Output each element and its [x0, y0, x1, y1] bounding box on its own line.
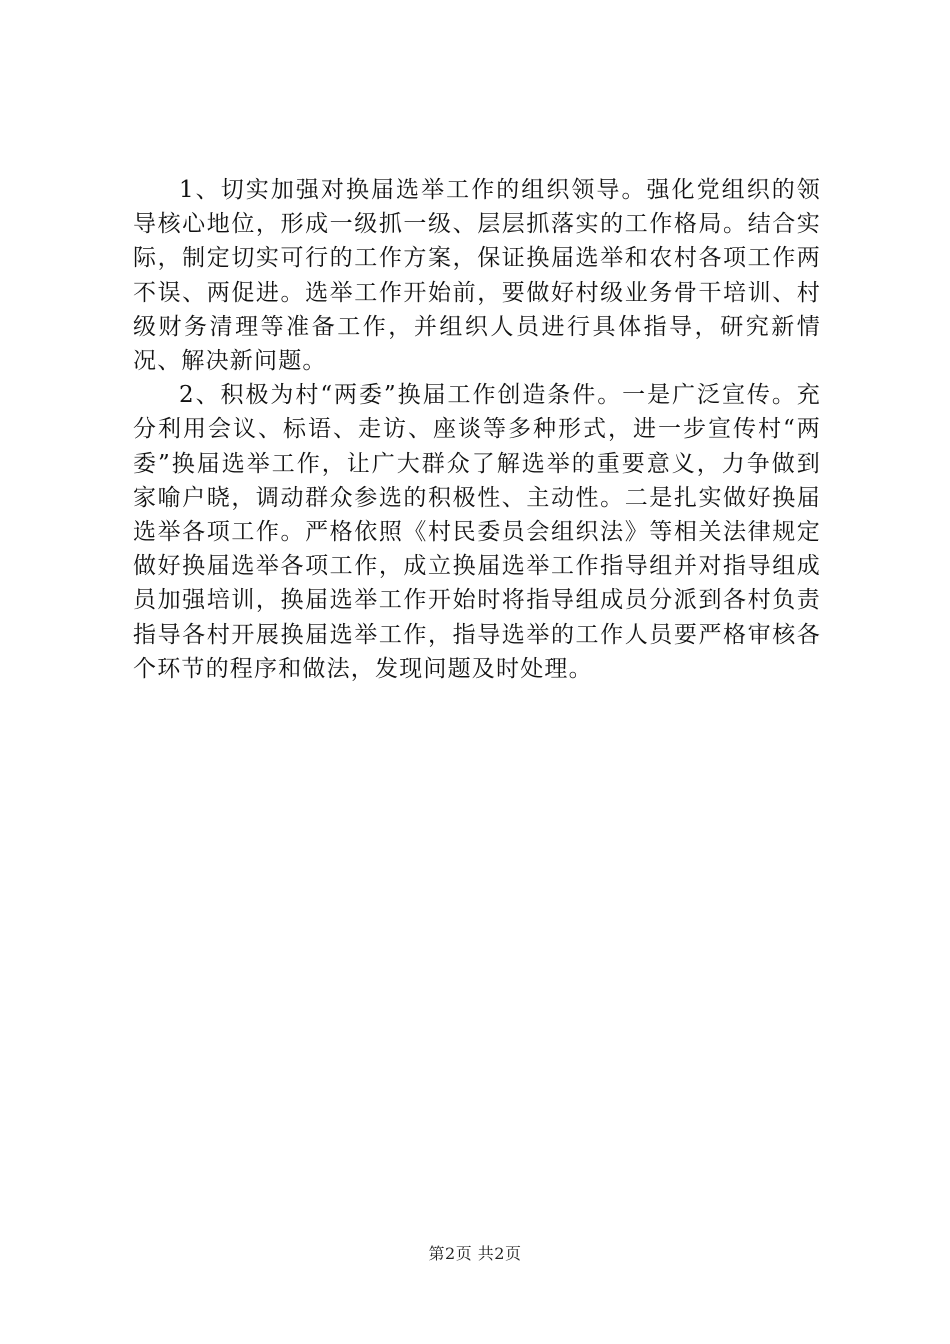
document-body	[133, 173, 821, 686]
paragraph-1: 1、切实加强对换届选举工作的组织领导。强化党组织的领导核心地位，形成一级抓一级、层层抓落实的工作格局。结合实际，制定切实可行的工作方案，保证换届选举和农村各项工作两不误、两促进。选举工作开始前，要做好村级业务骨干培训、村级财务清理等准备工作，并组织人员进行具体指导，研究新情况、解决新问题。	[133, 177, 821, 375]
paragraph-2: 2、积极为村“两委”换届工作创造条件。一是广泛宣传。充分利用会议、标语、走访、座谈等多种形式，进一步宣传村“两委”换届选举工作，让广大群众了解选举的重要意义，力争做到家喻户晓，调动群众参选的积极性、主动性。二是扎实做好换届选举各项工作。严格依照《村民委员会组织法》等相关法律规定做好换届选举各项工作，成立换届选举工作指导组并对指导组成员加强培训，换届选举工作开始时将指导组成员分派到各村负责指导各村开展换届选举工作，指导选举的工作人员要严格审核各个环节的程序和做法，发现问题及时处理。	[133, 382, 821, 682]
page-number-footer: 第2页 共2页	[428, 1244, 522, 1263]
